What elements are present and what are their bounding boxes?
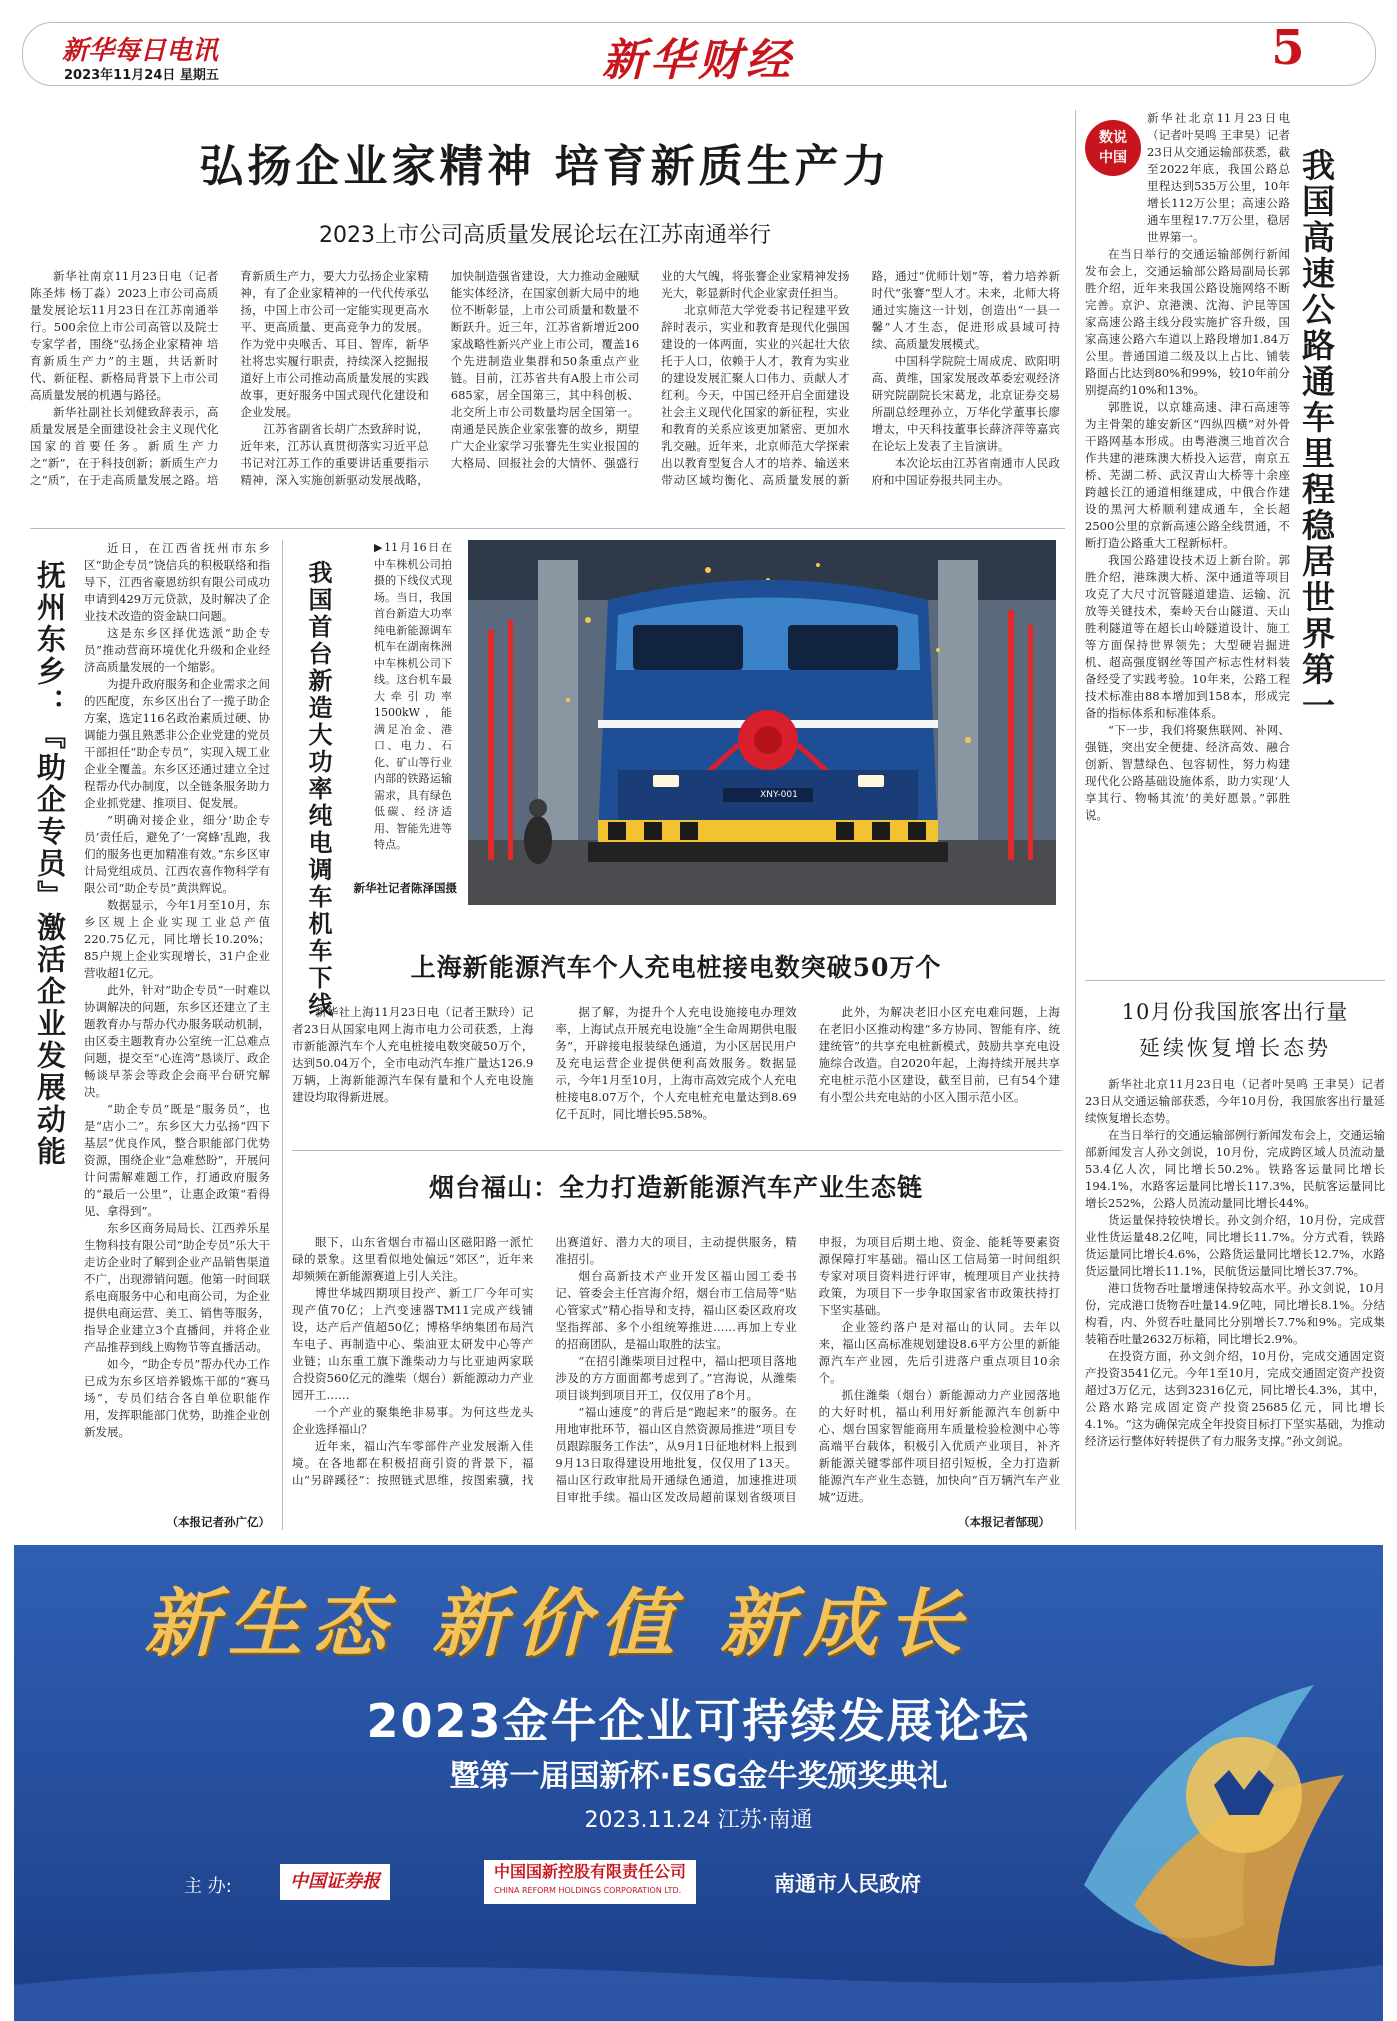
- lead-paragraph: 新华社南京11月23日电（记者陈圣炜 杨丁淼）2023上市公司高质量发展论坛11月23日在江苏南通举行。500余位上市公司高管以及院士专家学者，围绕“弘扬企业家精神 培育新质生产力”的主题，共话新时代、新征程、新格局背景下上市公司高质量发展的机遇与路径。: [30, 269, 219, 402]
- divider: [1075, 110, 1076, 1530]
- yantai-paragraph: 博世华城四期项目投产、新工厂今年可实现产值70亿；上汽变速器TM11完成产线铺设，达产后产值超50亿；博格华纳集团布局汽车电子、再制造中心、柴油亚太研发中心等产业链；山东重工旗下潍柴动力与比亚迪两家联合投资560亿元的潍柴（烟台）新能源动力产业园开工……: [292, 1286, 534, 1402]
- yantai-body: [292, 1234, 1060, 1514]
- page-number: 5: [1271, 20, 1305, 76]
- fuzhou-paragraph: 如今，“助企专员”帮办代办工作已成为东乡区培养锻炼干部的“赛马场”，专员们结合各自单位职能作用，发挥职能部门优势，助推企业创新发展。: [84, 1357, 270, 1439]
- travel-headline-line1: 10月份我国旅客出行量: [1121, 1000, 1349, 1024]
- ad-ceremony: 暨第一届国新杯·ESG金牛奖颁奖典礼: [449, 1759, 948, 1794]
- lead-paragraph: 中国科学院院士周成虎、欧阳明高、黄维，国家发展改革委宏观经济研究院副院长宋葛龙，北京证券交易所副总经理孙立，万华化学董事长廖增太，中天科技董事长薛济萍等嘉宾在论坛上发表了主旨演讲。: [871, 354, 1060, 453]
- ad-slogan: 新生态 新价值 新成长: [144, 1581, 972, 1667]
- yantai-paragraph: 近年来，福山汽车零部件产业发展渐入佳境。在各地都在积极招商引资的背景下，福山“另辟蹊径”：按照链式思维，按图索骥，找出赛道好、潜力大的项目，主动提供服务，精准招引。: [292, 1235, 797, 1487]
- lead-title: 弘扬企业家精神 培育新质生产力: [199, 141, 891, 192]
- highway-paragraph: 在当日举行的交通运输部例行新闻发布会上，交通运输部公路局副局长郭胜介绍，近年来我国公路设施网络不断完善。京沪、京港澳、沈海、沪昆等国家高速公路主线分段实施扩容升级，国家高速公路六车道以上路段增加1.84万公里。普通国道二级及以上占比、铺装路面占比达到80%和99%，较10年前分别提高约10%和13%。: [1085, 247, 1290, 397]
- travel-paragraph: 在当日举行的交通运输部例行新闻发布会上，交通运输部新闻发言人孙文剑说，10月份，完成跨区域人员流动量53.4亿人次，同比增长50.2%。铁路客运量同比增长194.1%，水路客运量同比增长117.3%，民航客运量同比增长252%，公路人员流动量同比增长44%。: [1085, 1128, 1385, 1210]
- yantai-paragraph: 抓住潍柴（烟台）新能源动力产业园落地的大好时机，福山利用好新能源汽车创新中心、烟台国家智能商用车质量检验检测中心等高端平台载体，积极引入优质产业项目，补齐新能源关键零部件项目招引短板，全力打造新能源汽车产业生态链，加快向“百万辆汽车产业城”迈进。: [818, 1388, 1060, 1504]
- shanghai-article: [292, 948, 1060, 1138]
- yantai-paragraph: 一个产业的聚集绝非易事。为何这些龙头企业选择福山？: [292, 1405, 534, 1436]
- lead-paragraph: 本次论坛由江苏省南通市人民政府和中国证券报共同主办。: [871, 456, 1060, 487]
- shanghai-body: [292, 1004, 1060, 1136]
- fuzhou-body: [84, 540, 270, 1515]
- divider: [30, 528, 1065, 529]
- highway-paragraph: 郭胜说，以京雄高速、津石高速等为主骨架的雄安新区“四纵四横”对外骨干路网基本形成。由粤港澳三地首次合作共建的港珠澳大桥投入运营，南京五桥、芜湖二桥、武汉青山大桥等十余座跨越长江的通道相继建成，中俄合作建设的黑河大桥顺利建成通车，全长超2500公里的京新高速公路全线贯通，不断打造公路重大工程新标杆。: [1085, 400, 1290, 550]
- travel-paragraph: 新华社北京11月23日电（记者叶昊鸣 王聿昊）记者23日从交通运输部获悉，今年10月份，我国旅客出行量延续恢复增长态势。: [1085, 1077, 1385, 1125]
- photo-caption: ▶11月16日在中车株机公司拍摄的下线仪式现场。当日，我国首台新造大功率纯电新能源调车机车在湖南株洲中车株机公司下线。这台机车最大牵引功率1500kW，能满足冶金、港口、电力、石化、矿山等行业内部的铁路运输需求，具有绿色低碳、经济适用、智能先进等特点。: [374, 541, 452, 851]
- photo-headline: 我国首台新造大功率纯电调车机车下线: [304, 560, 333, 1019]
- yantai-paragraph: “在招引潍柴项目过程中，福山把项目落地涉及的方方面面都考虑到了。”宫海说，从潍柴项目谈判到项目开工，仅仅用了8个月。: [555, 1354, 797, 1402]
- yantai-paragraph: “福山速度”的背后是“跑起来”的服务。在用地审批环节，福山区自然资源局推进“项目专员跟踪服务工作法”，从9月1日征地材料上报到9月13日取得建设用地批复，仅仅用了13天。福山区行政审批局开通绿色通道，加速推进项目审批手续。福山区发改局超前谋划省级项目申报，为项目后期土地、资金、能耗等要素资源保障打牢基础。福山区工信局第一时间组织专家对项目资料进行评审，梳理项目产业扶持政策，为项目下一步争取国家省市政策扶持打下坚实基础。: [555, 1235, 1060, 1504]
- yantai-byline: （本报记者郜现）: [958, 1515, 1050, 1529]
- locomotive-illustration: [468, 540, 1056, 905]
- organizer-guoxin-name: 中国国新控股有限责任公司: [494, 1862, 687, 1881]
- divider: [282, 540, 283, 1530]
- travel-headline-line2: 延续恢复增长态势: [1139, 1036, 1331, 1060]
- organizer-csj: 中国证券报: [280, 1864, 390, 1900]
- locomotive-number: XNY-001: [760, 790, 798, 800]
- organizer-guoxin-en: CHINA REFORM HOLDINGS CORPORATION LTD.: [494, 1886, 682, 1895]
- fuzhou-paragraph: 这是东乡区择优选派“助企专员”推动营商环境优化升级和企业经济高质量发展的一个缩影。: [84, 626, 270, 674]
- fuzhou-headline: 抚州东乡：『助企专员』激活企业发展动能: [33, 560, 67, 1168]
- fuzhou-byline: （本报记者孙广亿）: [166, 1515, 270, 1529]
- ad-date-place: 2023.11.24 江苏·南通: [584, 1808, 813, 1833]
- badge-line: 数说: [1099, 130, 1127, 146]
- forum-advertisement: [14, 1545, 1383, 2021]
- organizer-guoxin: [484, 1860, 696, 1904]
- shanghai-paragraph: 新华社上海11月23日电（记者王默玲）记者23日从国家电网上海市电力公司获悉，上海市新能源汽车个人充电桩接电数突破50万个，达到50.04万个，全市电动汽车推广量达126.9万辆，上海新能源汽车保有量和个人充电设施建设均取得新进展。: [292, 1005, 534, 1104]
- highway-paragraph: “下一步，我们将聚焦联网、补网、强链，突出安全便捷、经济高效、融合创新、智慧绿色、包容韧性，努力构建现代化公路基础设施体系，助力实现‘人享其行、物畅其流’的美好愿景。”郭胜说。: [1085, 723, 1290, 822]
- travel-article: [1085, 990, 1385, 1530]
- highway-article: [1085, 110, 1385, 980]
- issue-date: 2023年11月24日 星期五: [64, 68, 219, 83]
- lead-paragraph: 江苏省副省长胡广杰致辞时说，近年来，江苏认真贯彻落实习近平总书记对江苏工作的重要讲话重要指示精神，深入实施创新驱动发展战略，加快制造强省建设，大力推动金融赋能实体经济，在国家创新大局中的地位不断彰显，上市公司质量和数量不断跃升。近三年，江苏省新增近200家战略性新兴产业上市公司，覆盖16个先进制造业集群和50条重点产业链。目前，江苏省共有A股上市公司685家，居全国第三，其中科创板、北交所上市公司数量均居全国第一。南通是民族企业家张謇的故乡，期望广大企业家学习张謇先生实业报国的大格局、回报社会的大情怀、强盛行业的大气魄，将张謇企业家精神发扬光大，彰显新时代企业家责任担当。: [240, 269, 850, 487]
- fuzhou-paragraph: 近日，在江西省抚州市东乡区“助企专员”饶信兵的积极联络和指导下，江西省豪恩纺织有限公司成功申请到429万元贷款，及时解决了企业技术改造的资金缺口问题。: [84, 541, 270, 623]
- yantai-paragraph: 眼下，山东省烟台市福山区磁阳路一派忙碌的景象。这里看似地处偏远“郊区”，近年来却频频在新能源赛道上引人关注。: [292, 1235, 534, 1283]
- ad-forum-title: 2023金牛企业可持续发展论坛: [366, 1694, 1031, 1748]
- divider: [292, 1150, 1062, 1151]
- yantai-headline: 烟台福山：全力打造新能源汽车产业生态链: [428, 1173, 923, 1202]
- travel-body: [1085, 1076, 1385, 1526]
- lead-subtitle: 2023上市公司高质量发展论坛在江苏南通举行: [319, 223, 771, 248]
- fuzhou-paragraph: 为提升政府服务和企业需求之间的匹配度，东乡区出台了一揽子助企方案，选定116名政治素质过硬、协调能力强且熟悉非公企业党建的党员干部担任“助企专员”，实现入规工业企业全覆盖。东乡区还通过建立全过程帮办代办制度，以全链条服务助力企业抓党建、推项目、促发展。: [84, 677, 270, 810]
- host-label: 主 办:: [184, 1876, 232, 1897]
- highway-headline: 我国高速公路通车里程稳居世界第一: [1297, 148, 1336, 724]
- photo-credit: 新华社记者陈泽国摄: [353, 881, 457, 895]
- lead-paragraph: 新华社副社长刘健致辞表示，高质量发展是全面建设社会主义现代化国家的首要任务。新质生产力之“新”，在于科技创新；新质生产力之“质”，在于走高质量发展之路。培育新质生产力，要大力弘扬企业家精神，有了企业家精神的一代代传承弘扬，中国上市公司一定能实现更高水平、更高质量、更高竞争力的发展。作为党中央喉舌、耳目、智库，新华社将忠实履行职责，持续深入挖掘报道好上市公司推动高质量发展的实践故事，更好服务中国式现代化建设和企业发展。: [30, 269, 429, 487]
- badge-line: 中国: [1099, 150, 1127, 166]
- shanghai-headline: 上海新能源汽车个人充电桩接电数突破50万个: [410, 953, 942, 982]
- ad-host-bar: [184, 1860, 1004, 1906]
- organizer-nantong: 南通市人民政府: [774, 1871, 921, 1896]
- fuzhou-paragraph: 东乡区商务局局长、江西养乐星生物科技有限公司“助企专员”乐大干走访企业时了解到企业产品销售渠道不广，出现滞销问题。他第一时间联系电商服务中心和电商公司，为企业提供电商运营、美工、销售等服务，指导企业建立3个直播间，并将企业产品推荐到线上购物节等直播活动。: [84, 1221, 270, 1354]
- paper-name: 新华每日电讯: [62, 36, 219, 66]
- fuzhou-paragraph: 数据显示，今年1月至10月，东乡区规上企业实现工业总产值220.75亿元，同比增长10.20%；85户规上企业实现增长，31户企业营收超1亿元。: [84, 898, 270, 980]
- locomotive-photo: [468, 540, 1056, 905]
- travel-paragraph: 货运量保持较快增长。孙文剑介绍，10月份，完成营业性货运量48.2亿吨，同比增长11.7%。分方式看，铁路货运量同比增长4.6%，公路货运量同比增长12.7%，水路货运量同比增长11.1%，民航货运量同比增长37.7%。: [1085, 1213, 1385, 1278]
- masthead: [0, 0, 1397, 96]
- travel-paragraph: 港口货物吞吐量增速保持较高水平。孙文剑说，10月份，完成港口货物吞吐量14.9亿吨，同比增长8.1%。分结构看，内、外贸吞吐量同比分别增长7.7%和9%。完成集装箱吞吐量2632万标箱，同比增长2.9%。: [1085, 1281, 1385, 1346]
- shanghai-paragraph: 据了解，为提升个人充电设施接电办理效率，上海试点开展充电设施“全生命周期供电服务”，开辟接电报装绿色通道，为小区居民用户及充电运营企业提供便利高效服务。数据显示，今年1月至10月，上海市高效完成个人充电桩接电8.07万个，个人充电桩充电量达到8.69亿千瓦时，同比增长95.58%。: [555, 1005, 797, 1121]
- yantai-paragraph: 企业签约落户是对福山的认同。去年以来，福山区高标准规划建设8.6平方公里的新能源汽车产业园，先后引进落户重点项目10余个。: [818, 1320, 1060, 1385]
- fuzhou-paragraph: 此外，针对“助企专员”一时难以协调解决的问题，东乡区还建立了主题教育办与帮办代办服务联动机制，由区委主题教育办公室统一汇总难点问题，提交至“心连湾”恳谈厅、政企畅谈早茶会等政企会商平台研究解决。: [84, 983, 270, 1099]
- highway-body: [1085, 110, 1290, 980]
- fuzhou-paragraph: “助企专员”既是“服务员”，也是“店小二”。东乡区大力弘扬“四下基层”优良作风，整合职能部门优势资源，围绕企业“急难愁盼”，开展问计问需解难题工作，打通政府服务的“最后一公里”，让惠企政策“看得见、拿得到”。: [84, 1102, 270, 1218]
- fuzhou-paragraph: “明确对接企业，细分‘助企专员’责任后，避免了‘一窝蜂’乱跑，我们的服务也更加精准有效。”东乡区审计局党组成员、江西农喜作物科学有限公司“助企专员”黄洪辉说。: [84, 813, 270, 895]
- shanghai-paragraph: 此外，为解决老旧小区充电难问题，上海在老旧小区推动构建“多方协同、智能有序、统建统管”的共享充电桩新模式，鼓励共享充电设施综合改造。自2020年起，上海持续开展共享充电桩示范小区建设，截至目前，已有54个建有小型公共充电站的小区入围示范小区。: [818, 1005, 1060, 1104]
- section-title: 新华财经: [602, 35, 794, 86]
- lead-paragraph: 北京师范大学党委书记程建平致辞时表示，实业和教育是现代化强国建设的一体两面，实业的兴起壮大依托于人口，依赖于人才，教育为实业的建设发展汇聚人口伟力、贡献人才红利。今天，中国已经开启全面建设社会主义现代化国家的新征程，实业和教育的关系应该更加紧密、更加水乳交融。近年来，北京师范大学探索出以教育型复合人才的培养、输送来带动区域均衡化、高质量发展的新路，通过“优师计划”等，着力培养新时代“张謇”型人才。未来，北师大将通过实施这一计划，创造出“一县一馨”人才生态，促进形成县域可持续、高质量发展模式。: [661, 269, 1060, 487]
- yantai-article: [292, 1168, 1060, 1530]
- highway-paragraph: 我国公路建设技术迈上新台阶。郭胜介绍，港珠澳大桥、深中通道等项目攻克了大尺寸沉管隧道建造、运输、沉放等关键技术，秦岭天台山隧道、天山胜利隧道等在超长山岭隧道设计、施工等方面保持世界领先；大型硬岩掘进机、超高强度钢丝等国产标志性材料装备经受了实践考验。10年来，公路工程技术标准由88本增加到158本，形成完备的指标体系和标准体系。: [1085, 553, 1290, 720]
- lead-body: [30, 268, 1060, 518]
- divider: [1085, 980, 1385, 981]
- travel-paragraph: 在投资方面，孙文剑介绍，10月份，完成交通固定资产投资3541亿元。今年1至10月，完成交通固定资产投资超过3万亿元，达到32316亿元，同比增长4.3%，其中，公路水路完成固定资产投资25685亿元，同比增长4.1%。“这为确保完成全年投资目标打下坚实基础，为推动经济运行整体好转提供了有力服务支撑。”孙文剑说。: [1085, 1349, 1385, 1448]
- lead-article: [30, 130, 1060, 525]
- yantai-paragraph: 烟台高新技术产业开发区福山园工委书记、管委会主任宫海介绍，烟台市工信局等“贴心管家式”精心指导和支持，福山区委区政府攻坚指挥部、多个小组统筹推进……再加上专业的招商团队，是福山取胜的法宝。: [555, 1269, 797, 1351]
- highway-paragraph: 新华社北京11月23日电（记者叶昊鸣 王聿昊）记者23日从交通运输部获悉，截至2022年底，我国公路总里程达到535万公里，10年增长112万公里；高速公路通车里程17.7万公里，稳居世界第一。: [1147, 111, 1290, 244]
- fuzhou-article: [30, 540, 270, 1530]
